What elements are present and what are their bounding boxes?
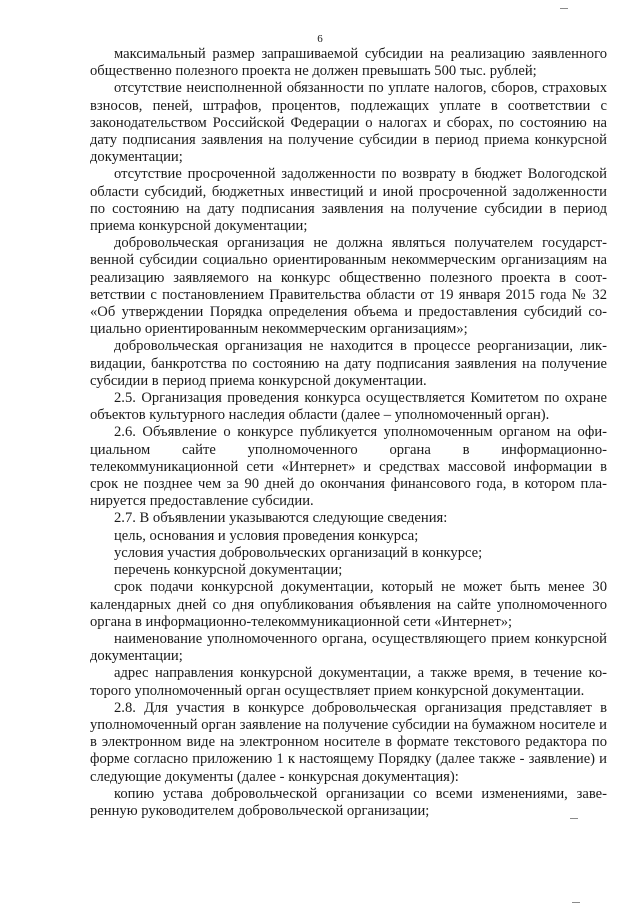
paragraph-authority-name: наименование уполномоченного органа, осуществляющего прием конкурсной документации; bbox=[90, 630, 607, 665]
scan-artifact bbox=[570, 818, 578, 819]
paragraph-goal: цель, основания и условия проведения конкурса; bbox=[114, 527, 419, 544]
paragraph-no-tax-debt: отсутствие неисполненной обязанности по уплате налогов, сборов, страховых взносов, пеней, штрафов, процентов, подлежащих уплате в соответствии с законодательством Российской Федерации о налогах и сборах, по состоянию на дату подписания заявления на получение субсидии в период приема конкурсной документации; bbox=[90, 80, 607, 166]
paragraph-no-reorganization: добровольческая организация не находится в процессе реорганизации, ликвидации, банкротства по состоянию на дату подписания заявления на получение субсидии в период приема конкурсной документации. bbox=[90, 338, 607, 389]
paragraph-2-8: 2.8. Для участия в конкурсе добровольческая организация представляет в уполномоченный орган заявление на получение субсидии на бумажном носителе и в электронном виде на электронном носителе в формате текстового редактора по форме согласно приложению 1 к настоящему Порядку (далее также - заявление) и следующие документы (далее - конкурсная документация): bbox=[90, 699, 607, 785]
paragraph-participation: условия участия добровольческих организаций в конкурсе; bbox=[114, 544, 483, 561]
paragraph-2-5: 2.5. Организация проведения конкурса осуществляется Комитетом по охране объектов культурного наследия области (далее – уполномоченный орган). bbox=[90, 390, 607, 424]
paragraph-doc-list: перечень конкурсной документации; bbox=[114, 562, 343, 579]
paragraph-2-7: 2.7. В объявлении указываются следующие сведения: bbox=[114, 510, 448, 527]
document-body bbox=[90, 46, 607, 820]
paragraph-charter-copy: копию устава добровольческой организации со всеми изменениями, заверенную руководителем добровольческой организации; bbox=[90, 785, 607, 819]
paragraph-2-6: 2.6. Объявление о конкурсе публикуется уполномоченным органом на официальном сайте уполномоченного органа в информационно-телекоммуникационной сети «Интернет» и средствах массовой информации в срок не позднее чем за 90 дней до окончания финансового года, в котором планируется предоставление субсидии. bbox=[90, 424, 607, 510]
paragraph-address: адрес направления конкурсной документации, а также время, в течение которого уполномоченный орган осуществляет прием конкурсной документации. bbox=[90, 665, 607, 699]
scan-artifact bbox=[560, 8, 568, 9]
paragraph-no-overdue-debt: отсутствие просроченной задолженности по возврату в бюджет Вологодской области субсидий, бюджетных инвестиций и иной просроченной задолженности по состоянию на дату подписания заявления на получение субсидии в период приема конкурсной документации; bbox=[90, 166, 607, 235]
page-number: 6 bbox=[317, 33, 323, 45]
paragraph-max-subsidy: максимальный размер запрашиваемой субсидии на реализацию заявленного общественно полезного проекта не должен превышать 500 тыс. рублей; bbox=[90, 46, 607, 80]
paragraph-not-recipient: добровольческая организация не должна являться получателем государственной субсидии социально ориентированным некоммерческим организациям на реализацию заявляемого на конкурс общественно полезного проекта в соответствии с постановлением Правительства области от 19 января 2015 года № 32 «Об утверждении Порядка определения объема и предоставления субсидий социально ориентированным некоммерческим организациям»; bbox=[90, 235, 607, 338]
scan-artifact bbox=[572, 902, 580, 903]
paragraph-deadline: срок подачи конкурсной документации, который не может быть менее 30 календарных дней со дня опубликования объявления на сайте уполномоченного органа в информационно-телекоммуникационной сети «Интернет»; bbox=[90, 579, 607, 630]
